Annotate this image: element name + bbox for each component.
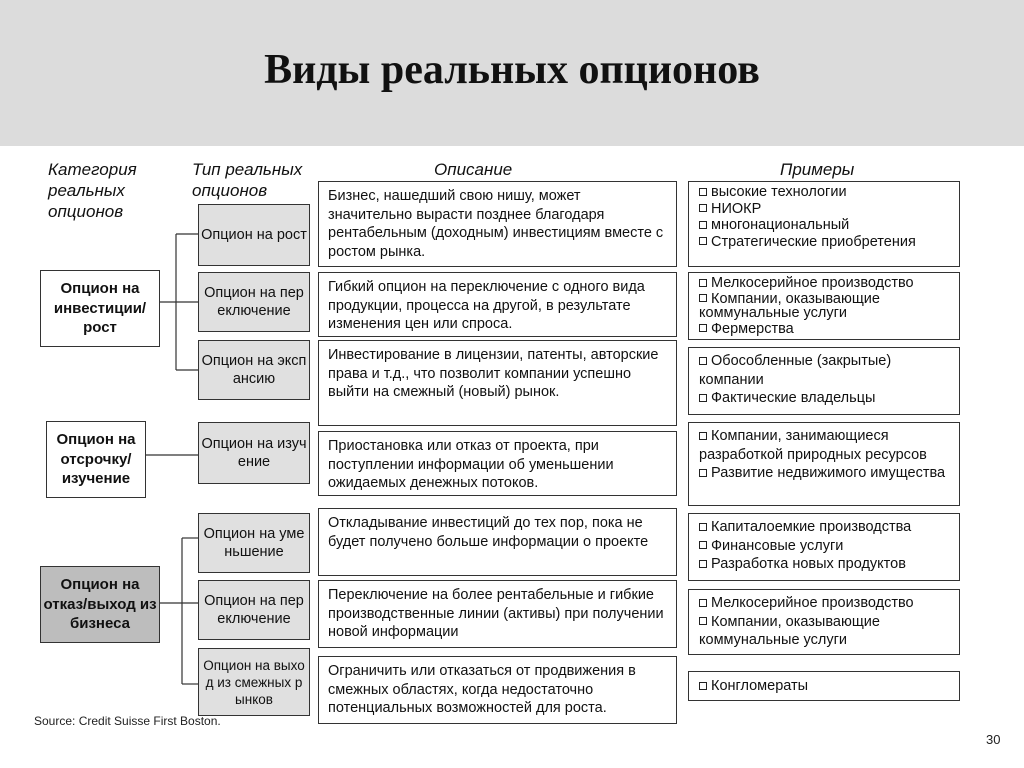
type-reduction xyxy=(198,513,310,573)
checkbox-bullet-icon xyxy=(699,279,707,287)
checkbox-bullet-icon xyxy=(699,394,707,402)
category-label: Опцион на отсрочку/ изучение xyxy=(56,431,136,488)
checkbox-bullet-icon xyxy=(699,523,707,531)
description-switch: Гибкий опцион на переключение с одного вида продукции, процесса на другой, в результате изменения цен или спроса. xyxy=(318,272,677,337)
checkbox-bullet-icon xyxy=(699,294,707,302)
description-exit-adjacent: Ограничить или отказаться от продвижения в смежных областях, когда недостаточно потенциальных возможностей для роста. xyxy=(318,656,677,724)
example-item: Развитие недвижимого имущества xyxy=(699,464,951,483)
example-item: Фактические владельцы xyxy=(699,389,951,408)
example-item: Стратегические приобретения xyxy=(699,234,951,251)
checkbox-bullet-icon xyxy=(699,188,707,196)
example-item: Фермерства xyxy=(699,321,951,338)
type-label: Опцион на выход из смежных рынков xyxy=(203,657,305,707)
examples-study xyxy=(688,422,960,506)
examples-exit-adjacent xyxy=(688,671,960,701)
type-growth xyxy=(198,204,310,266)
type-label: Опцион на уменьшение xyxy=(203,525,305,560)
description-growth: Бизнес, нашедший свою нишу, может значительно вырасти позднее благодаря рентабельным (доходным) инвестициям вместе с ростом рынка. xyxy=(318,181,677,267)
examples-reduction xyxy=(688,513,960,581)
header-examples: Примеры xyxy=(780,160,855,179)
description-study: Приостановка или отказ от проекта, при поступлении информации об уменьшении ожидаемых денежных потоков. xyxy=(318,431,677,496)
header-type: Тип реальных опционов xyxy=(192,160,303,200)
examples-growth xyxy=(688,181,960,267)
example-item: Мелкосерийное производство xyxy=(699,275,951,292)
type-label: Опцион на переключение xyxy=(204,284,304,319)
checkbox-bullet-icon xyxy=(699,682,707,690)
checkbox-bullet-icon xyxy=(699,617,707,625)
description-expansion: Инвестирование в лицензии, патенты, авторские права и т.д., что позволит компании успешно выйти на смежный (новый) рынок. xyxy=(318,340,677,426)
type-label: Опцион на переключение xyxy=(204,592,304,627)
type-label: Опцион на изучение xyxy=(201,435,307,470)
example-item: Компании, занимающиеся разработкой природных ресурсов xyxy=(699,428,927,463)
examples-expansion xyxy=(688,347,960,415)
type-expansion xyxy=(198,340,310,400)
category-investment-growth xyxy=(40,270,160,347)
example-item: НИОКР xyxy=(699,201,951,218)
example-item: многонациональный xyxy=(699,217,951,234)
example-item: высокие технологии xyxy=(699,184,951,201)
category-label: Опцион на инвестиции/ рост xyxy=(53,280,147,337)
page-number: 30 xyxy=(986,732,1001,747)
header-description: Описание xyxy=(434,160,513,179)
example-item: Обособленные (закрытые) компании xyxy=(699,353,892,388)
example-item: Компании, оказывающие коммунальные услуги xyxy=(699,290,880,321)
type-label: Опцион на экспансию xyxy=(201,352,307,387)
category-label: Опцион на отказ/выход из бизнеса xyxy=(43,576,157,633)
type-label: Опцион на рост xyxy=(201,226,307,243)
description-switch-2: Переключение на более рентабельные и гибкие производственные линии (активы) при получении новой информации xyxy=(318,580,677,648)
checkbox-bullet-icon xyxy=(699,541,707,549)
checkbox-bullet-icon xyxy=(699,432,707,440)
type-switch xyxy=(198,272,310,332)
checkbox-bullet-icon xyxy=(699,599,707,607)
example-item: Конгломераты xyxy=(699,677,951,696)
category-deferral-study xyxy=(46,421,146,498)
checkbox-bullet-icon xyxy=(699,324,707,332)
description-reduction: Откладывание инвестиций до тех пор, пока не будет получено больше информации о проекте xyxy=(318,508,677,576)
type-exit-adjacent xyxy=(198,648,310,716)
header-category: Категория реальных опционов xyxy=(48,160,137,221)
slide-title: Виды реальных опционов xyxy=(264,47,760,93)
checkbox-bullet-icon xyxy=(699,469,707,477)
examples-switch-2 xyxy=(688,589,960,655)
example-item: Капиталоемкие производства xyxy=(699,518,951,537)
type-switch-2 xyxy=(198,580,310,640)
example-item: Финансовые услуги xyxy=(699,537,951,556)
examples-switch xyxy=(688,272,960,340)
example-item: Компании, оказывающие коммунальные услуги xyxy=(699,613,880,648)
checkbox-bullet-icon xyxy=(699,560,707,568)
checkbox-bullet-icon xyxy=(699,237,707,245)
type-study xyxy=(198,422,310,484)
checkbox-bullet-icon xyxy=(699,204,707,212)
source-note: Source: Credit Suisse First Boston. xyxy=(34,714,221,728)
checkbox-bullet-icon xyxy=(699,357,707,365)
checkbox-bullet-icon xyxy=(699,221,707,229)
example-item: Разработка новых продуктов xyxy=(699,555,951,574)
example-item: Мелкосерийное производство xyxy=(699,594,951,613)
category-abandon-exit xyxy=(40,566,160,643)
